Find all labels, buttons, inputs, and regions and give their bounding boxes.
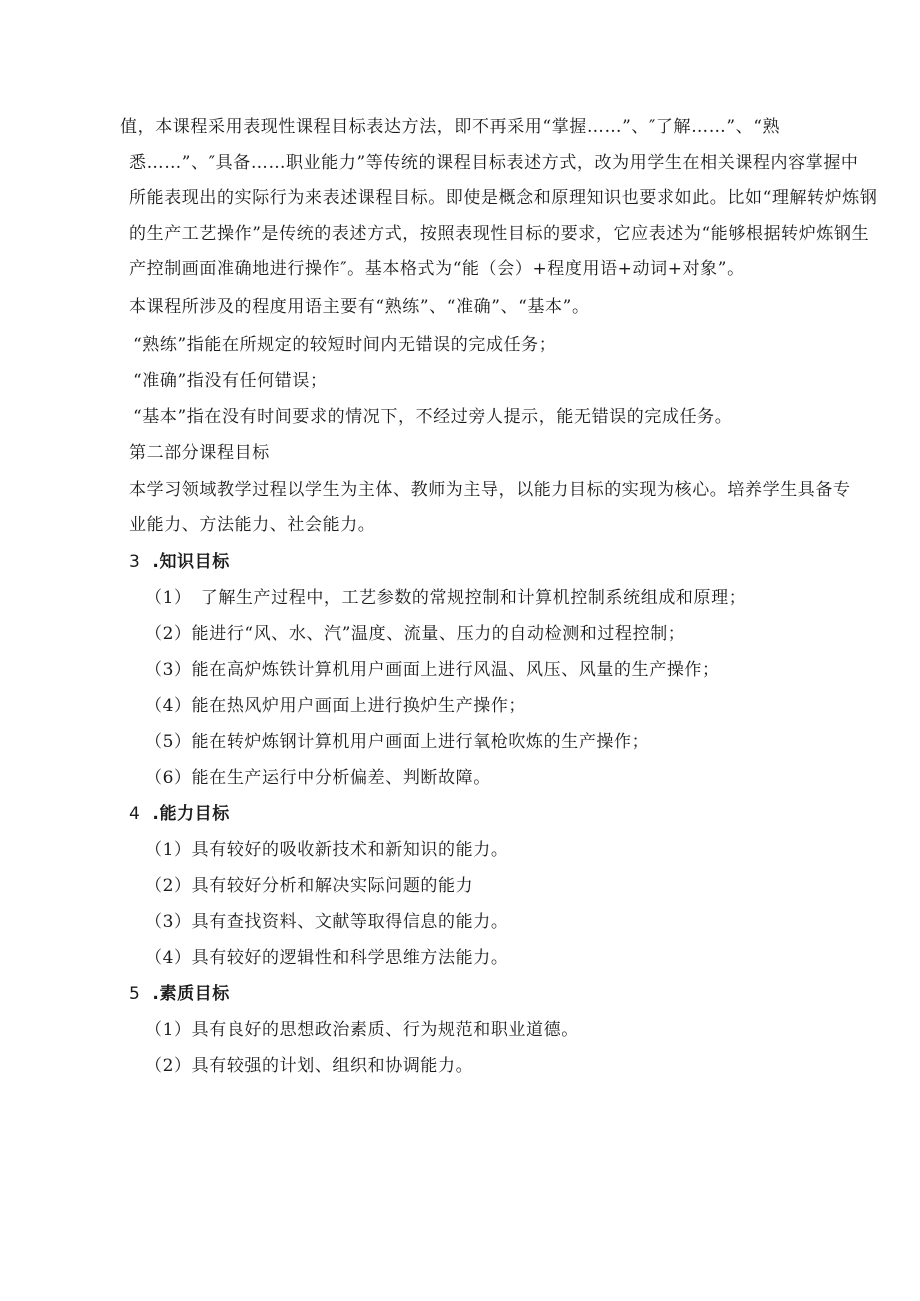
ability-item-2: （2）具有较好分析和解决实际问题的能力 bbox=[145, 876, 474, 896]
quality-title: .素质目标 bbox=[152, 984, 230, 1004]
knowledge-title: .知识目标 bbox=[152, 552, 230, 572]
part2-title: 第二部分课程目标 bbox=[129, 443, 270, 463]
intro-line-3: 所能表现出的实际行为来表述课程目标。即使是概念和原理知识也要求如此。比如“理解转炉炼钢 bbox=[129, 188, 878, 208]
intro-line-1: 值，本课程采用表现性课程目标表达方法，即不再采用“掌握……”、″了解……”、“熟 bbox=[120, 117, 781, 137]
ability-title: .能力目标 bbox=[152, 804, 230, 824]
knowledge-item-5: （5）能在转炉炼钢计算机用户画面上进行氧枪吹炼的生产操作； bbox=[145, 732, 650, 752]
knowledge-number: 3 bbox=[129, 552, 141, 572]
degree-summary: 本课程所涉及的程度用语主要有“熟练”、“准确”、“基本”。 bbox=[129, 297, 590, 317]
knowledge-item-1: （1） 了解生产过程中，工艺参数的常规控制和计算机控制系统组成和原理； bbox=[145, 588, 747, 608]
ability-number: 4 bbox=[129, 804, 141, 824]
knowledge-heading bbox=[129, 552, 230, 572]
knowledge-item-6: （6）能在生产运行中分析偏差、判断故障。 bbox=[145, 768, 491, 788]
quality-heading bbox=[129, 984, 230, 1004]
ability-item-1: （1）具有较好的吸收新技术和新知识的能力。 bbox=[145, 840, 509, 860]
ability-item-3: （3）具有查找资料、文献等取得信息的能力。 bbox=[145, 912, 509, 932]
degree-zhunque: “准确”指没有任何错误； bbox=[133, 371, 328, 391]
ability-heading bbox=[129, 804, 230, 824]
quality-item-1: （1）具有良好的思想政治素质、行为规范和职业道德。 bbox=[145, 1020, 579, 1040]
intro-line-2: 悉……”、″具备……职业能力”等传统的课程目标表述方式，改为用学生在相关课程内容掌握中 bbox=[129, 153, 859, 173]
intro-line-4: 的生产工艺操作”是传统的表述方式，按照表现性目标的要求，它应表述为“能够根据转炉炼钢生 bbox=[129, 224, 870, 244]
knowledge-item-2: （2）能进行“风、水、汽”温度、流量、压力的自动检测和过程控制； bbox=[145, 624, 686, 644]
knowledge-item-3: （3）能在高炉炼铁计算机用户画面上进行风温、风压、风量的生产操作； bbox=[145, 660, 720, 680]
part2-para-line-1: 本学习领域教学过程以学生为主体、教师为主导，以能力目标的实现为核心。培养学生具备专 bbox=[129, 480, 851, 500]
knowledge-item-4: （4）能在热风炉用户画面上进行换炉生产操作； bbox=[145, 696, 527, 716]
degree-jiben: “基本”指在没有时间要求的情况下，不经过旁人提示，能无错误的完成任务。 bbox=[133, 407, 733, 427]
degree-shulian: “熟练”指能在所规定的较短时间内无错误的完成任务； bbox=[133, 335, 557, 355]
part2-para-line-2: 业能力、方法能力、社会能力。 bbox=[129, 515, 376, 535]
quality-item-2: （2）具有较强的计划、组织和协调能力。 bbox=[145, 1056, 474, 1076]
ability-item-4: （4）具有较好的逻辑性和科学思维方法能力。 bbox=[145, 948, 509, 968]
intro-line-5: 产控制画面准确地进行操作″。基本格式为“能（会）+程度用语+动词+对象”。 bbox=[129, 259, 745, 279]
quality-number: 5 bbox=[129, 984, 141, 1004]
